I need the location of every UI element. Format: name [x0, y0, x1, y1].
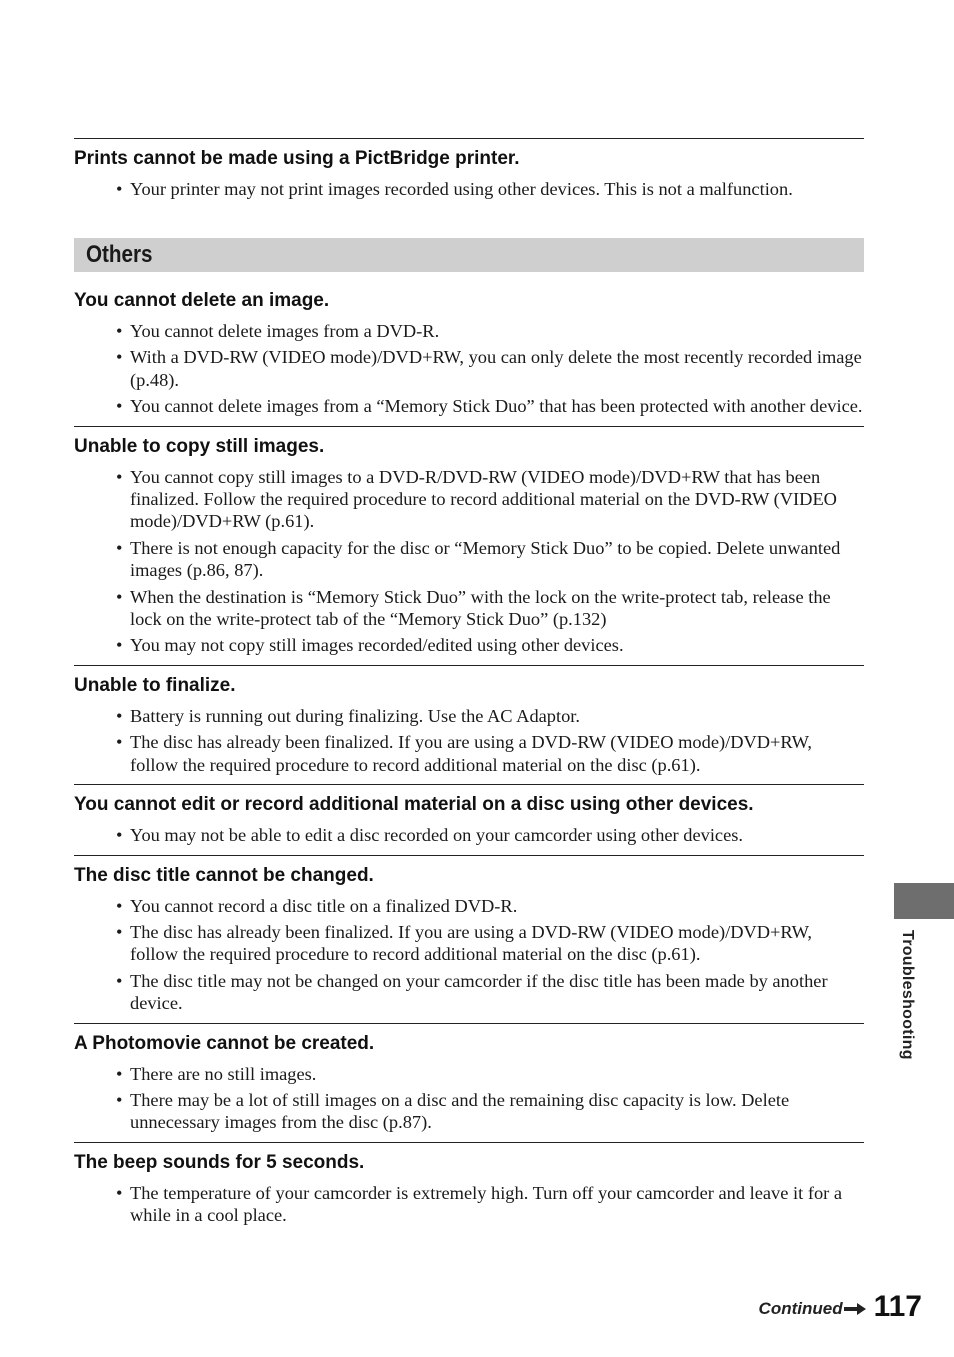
continued-label: Continued	[758, 1299, 843, 1318]
section-heading: Prints cannot be made using a PictBridge printer.	[74, 148, 520, 169]
section-heading: The beep sounds for 5 seconds.	[74, 1151, 365, 1173]
others-section-band	[74, 238, 864, 272]
continued-indicator	[759, 1299, 866, 1324]
list-item: • You cannot copy still images to a DVD-R/DVD-RW (VIDEO mode)/DVD+RW that has been finalized. Follow the required procedure to record additional material on the DVD-RW (VIDEO mode)/DVD+RW (p.61).	[116, 466, 837, 532]
page-number: 117	[873, 1290, 922, 1323]
page-footer	[759, 1290, 922, 1324]
section-heading: The disc title cannot be changed.	[74, 864, 374, 886]
section-beep	[74, 1142, 864, 1227]
bullet-list	[74, 1063, 864, 1134]
list-item: • You may not copy still images recorded/edited using other devices.	[116, 635, 624, 656]
section-edit-other-devices	[74, 784, 864, 846]
list-item: • When the destination is “Memory Stick Duo” with the lock on the write-protect tab, release the lock on the write-protect tab of the “Memory Stick Duo” (p.132)	[116, 586, 831, 630]
section-heading: Unable to finalize.	[74, 674, 236, 696]
section-photomovie	[74, 1023, 864, 1134]
chapter-side-label: Troubleshooting	[899, 930, 916, 1060]
arrow-right-icon	[844, 1303, 866, 1315]
section-heading: You cannot delete an image.	[74, 290, 330, 311]
list-item: • With a DVD-RW (VIDEO mode)/DVD+RW, you can only delete the most recently recorded image (p.48).	[116, 347, 862, 390]
bullet-list	[74, 320, 864, 418]
list-item: • There is not enough capacity for the disc or “Memory Stick Duo” to be copied. Delete unwanted images (p.86, 87).	[116, 537, 841, 581]
bullet-list	[74, 178, 864, 200]
section-pictbridge	[74, 138, 864, 200]
list-item: • There are no still images.	[116, 1063, 317, 1084]
section-copy-still-images	[74, 426, 864, 657]
bullet-list	[74, 466, 864, 657]
list-item: • You cannot record a disc title on a finalized DVD-R.	[116, 895, 518, 916]
section-finalize	[74, 665, 864, 776]
list-item: • There may be a lot of still images on a disc and the remaining disc capacity is low. Delete unnecessary images from the disc (p.87).	[116, 1089, 790, 1133]
others-section-title: Others	[86, 241, 153, 268]
list-item: • The disc title may not be changed on your camcorder if the disc title has been made by another device.	[116, 970, 828, 1014]
others-content	[74, 281, 864, 1231]
list-item: • The temperature of your camcorder is extremely high. Turn off your camcorder and leave it for a while in a cool place.	[116, 1182, 843, 1226]
bullet-list	[74, 1182, 864, 1227]
list-item: • The disc has already been finalized. If you are using a DVD-RW (VIDEO mode)/DVD+RW, follow the required procedure to record additional material on the disc (p.61).	[116, 921, 812, 965]
list-item: • You may not be able to edit a disc recorded on your camcorder using other devices.	[116, 825, 744, 846]
list-item: • The disc has already been finalized. If you are using a DVD-RW (VIDEO mode)/DVD+RW, follow the required procedure to record additional material on the disc (p.61).	[116, 732, 812, 775]
bullet-list	[74, 895, 864, 1015]
section-heading: You cannot edit or record additional material on a disc using other devices.	[74, 794, 754, 816]
chapter-tab-marker	[894, 883, 954, 919]
section-disc-title	[74, 855, 864, 1015]
list-item: • Battery is running out during finalizing. Use the AC Adaptor.	[116, 705, 581, 726]
section-heading: Unable to copy still images.	[74, 435, 325, 457]
section-heading: A Photomovie cannot be created.	[74, 1032, 375, 1054]
bullet-list	[74, 705, 864, 776]
list-item: • You cannot delete images from a DVD-R.	[116, 321, 440, 341]
list-item: • Your printer may not print images recorded using other devices. This is not a malfunction.	[116, 179, 793, 199]
page-content	[74, 138, 864, 204]
section-delete-image	[74, 281, 864, 418]
bullet-list	[74, 824, 864, 846]
list-item: • You cannot delete images from a “Memory Stick Duo” that has been protected with another device.	[116, 396, 863, 417]
